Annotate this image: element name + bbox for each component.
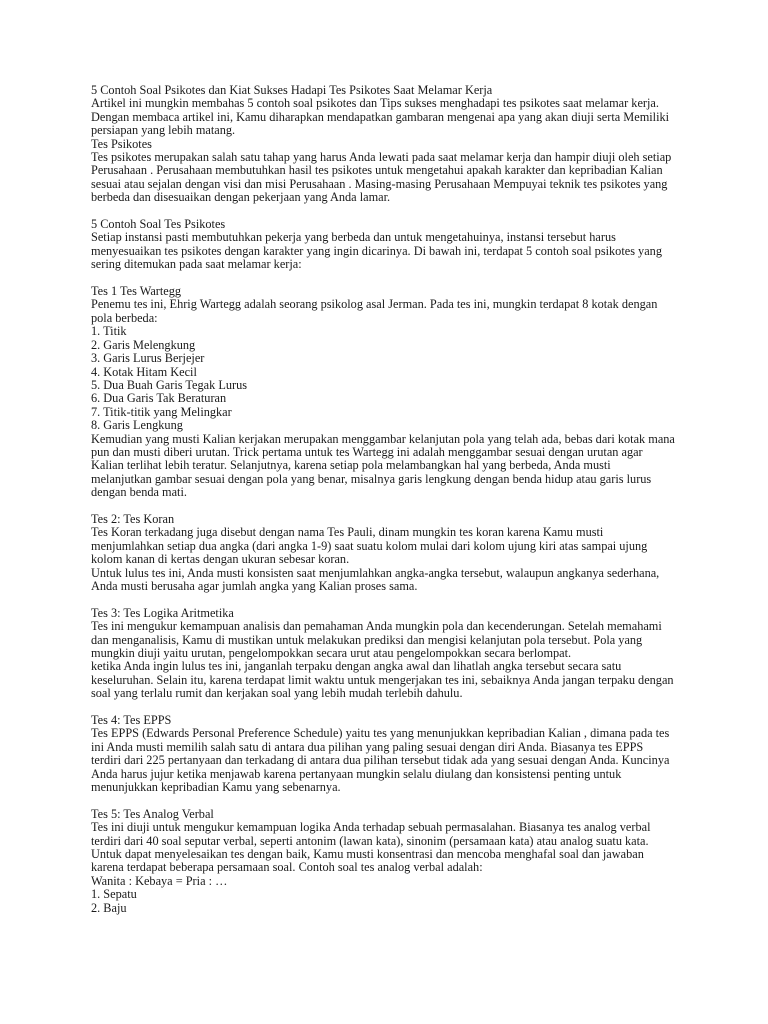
text-line: 1. Titik [91, 324, 127, 339]
text-line: Tes ini mengukur kemampuan analisis dan pemahaman Anda mungkin pola dan kecenderungan. Setelah memahami [91, 619, 662, 634]
text-line: menyesuaikan tes psikotes dengan karakter yang ingin dicarinya. Di bawah ini, terdapat 5 contoh soal psikotes yang [91, 243, 662, 258]
text-line: Tes psikotes merupakan salah satu tahap yang harus Anda lewati pada saat melamar kerja dan hampir diuji oleh setiap [91, 150, 672, 165]
text-line: pun dan musti diberi urutan. Trick pertama untuk tes Wartegg ini adalah menggambar sesuai dengan urutan agar [91, 444, 643, 459]
text-line: 3. Garis Lurus Berjejer [91, 351, 205, 366]
text-line: terdiri dari 225 pertanyaan dan terkadang di antara dua pilihan tersebut tidak ada yang sesuai dengan Anda. Kuncinya [91, 753, 670, 768]
text-line: pola berbeda: [91, 310, 158, 325]
document-section [91, 714, 691, 794]
text-line: Penemu tes ini, Ehrig Wartegg adalah seorang psikolog asal Jerman. Pada tes ini, mungkin terdapat 8 kotak dengan [91, 297, 658, 312]
text-line: keseluruhan. Selain itu, karena terdapat limit waktu untuk mengerjakan tes ini, sebaiknya Anda jangan terpaku dengan [91, 672, 674, 687]
text-line: terdiri dari 40 soal seputar verbal, seperti antonim (lawan kata), sinonim (persamaan kata) atau analog suatu kata. [91, 833, 649, 848]
paragraph-gap [91, 794, 691, 807]
text-line: 5 Contoh Soal Tes Psikotes [91, 217, 226, 232]
text-line: Perusahaan . Perusahaan membutuhkan hasil tes psikotes untuk mengetahui apakah karakter dan kepribadian Kalian [91, 163, 663, 178]
text-line: Tes Psikotes [91, 136, 152, 151]
text-line: Tes 5: Tes Analog Verbal [91, 806, 214, 821]
text-line: kolom kanan di kertas dengan ukuran sebesar koran. [91, 552, 350, 567]
text-line: 5. Dua Buah Garis Tegak Lurus [91, 377, 248, 392]
text-line: 6. Dua Garis Tak Beraturan [91, 391, 227, 406]
document-section [91, 513, 691, 593]
text-line: menjumlahkan setiap dua angka (dari angka 1-9) saat suatu kolom mulai dari kolom ujung kiri atas sampai ujung [91, 538, 648, 553]
text-line: Anda harus jujur ketika menjawab karena pertanyaan mungkin selalu diulang dan konsistensi penting untuk [91, 766, 622, 781]
text-line: dan menganalisis, Kamu di mustikan untuk melakukan prediksi dan mengisi kelanjutan pola tersebut. Pola yang [91, 632, 643, 647]
document-section [91, 808, 691, 915]
document-section [91, 285, 691, 500]
paragraph-gap [91, 593, 691, 606]
text-line: melanjutkan gambar sesuai dengan pola yang benar, misalnya garis lengkung dengan benda hidup atau garis lurus [91, 471, 652, 486]
text-line: Tes 3: Tes Logika Aritmetika [91, 605, 234, 620]
text-line: dengan benda mati. [91, 485, 187, 500]
text-line: 2. Baju [91, 900, 127, 915]
document-title: 5 Contoh Soal Psikotes dan Kiat Sukses Hadapi Tes Psikotes Saat Melamar Kerja [91, 83, 493, 97]
text-line: Kalian terlihat lebih teratur. Selanjutnya, karena setiap pola melambangkan hal yang berbeda, Anda musti [91, 458, 611, 473]
text-line: 1. Sepatu [91, 887, 137, 902]
paragraph-gap [91, 701, 691, 714]
document-section [91, 84, 691, 205]
text-line: berbeda dan disesuaikan dengan pekerjaan yang Anda lamar. [91, 190, 391, 205]
document-page [91, 84, 691, 915]
text-line: ini Anda musti memilih salah satu di antara dua pilihan yang paling sesuai dengan diri Anda. Biasanya tes EPPS [91, 739, 644, 754]
text-line: Artikel ini mungkin membahas 5 contoh soal psikotes dan Tips sukses menghadapi tes psikotes saat melamar kerja. [91, 96, 659, 111]
document-section [91, 218, 691, 272]
text-line: 8. Garis Lengkung [91, 418, 183, 433]
text-line: Anda musti berusaha agar jumlah angka yang Kalian proses sama. [91, 578, 418, 593]
text-line: Wanita : Kebaya = Pria : … [91, 873, 228, 888]
text-line: sering ditemukan pada saat melamar kerja: [91, 257, 302, 272]
paragraph-gap [91, 205, 691, 218]
text-line: 2. Garis Melengkung [91, 337, 196, 352]
document-section [91, 607, 691, 701]
text-line: Setiap instansi pasti membutuhkan pekerja yang berbeda dan untuk mengetahuinya, instansi tersebut harus [91, 230, 616, 245]
text-line: Dengan membaca artikel ini, Kamu diharapkan mendapatkan gambaran mengenai apa yang akan diuji serta Memiliki [91, 109, 670, 124]
text-line: Tes 2: Tes Koran [91, 511, 175, 526]
text-line: Tes EPPS (Edwards Personal Preference Schedule) yaitu tes yang menunjukkan kepribadian Kalian , dimana pada tes [91, 726, 670, 741]
paragraph-gap [91, 272, 691, 285]
paragraph-gap [91, 500, 691, 513]
text-line: menunjukkan kepribadian Kamu yang sebenarnya. [91, 780, 341, 795]
text-line: ketika Anda ingin lulus tes ini, janganlah terpaku dengan angka awal dan lihatlah angka tersebut secara satu [91, 659, 622, 674]
text-line: Untuk lulus tes ini, Anda musti konsisten saat menjumlahkan angka-angka tersebut, walaupun angkanya sederhana, [91, 565, 660, 580]
text-line: mungkin diuji yaitu urutan, pengelompokkan secara urut atau pengelompokkan secara berlompat. [91, 646, 572, 660]
text-line: persiapan yang lebih matang. [91, 123, 236, 138]
text-line: Tes Koran terkadang juga disebut dengan nama Tes Pauli, dinam mungkin tes koran karena Kamu musti [91, 525, 604, 540]
text-line: Tes 1 Tes Wartegg [91, 284, 182, 299]
text-line: 7. Titik-titik yang Melingkar [91, 404, 232, 419]
text-line: Kemudian yang musti Kalian kerjakan merupakan menggambar kelanjutan pola yang telah ada, bebas dari kotak mana [91, 431, 675, 446]
text-line: 4. Kotak Hitam Kecil [91, 364, 197, 379]
text-line: karena terdapat beberapa persamaan soal. Contoh soal tes analog verbal adalah: [91, 860, 483, 875]
text-line: Tes ini diuji untuk mengukur kemampuan logika Anda terhadap sebuah permasalahan. Biasanya tes analog verbal [91, 820, 651, 835]
text-line: soal yang terlalu rumit dan kerjakan soal yang lebih mudah terlebih dahulu. [91, 686, 463, 701]
text-line: Untuk dapat menyelesaikan tes dengan baik, Kamu musti konsentrasi dan mencoba menghafal soal dan jawaban [91, 847, 644, 862]
text-line: Tes 4: Tes EPPS [91, 713, 172, 728]
text-line: sesuai atau sejalan dengan visi dan misi Perusahaan . Masing-masing Perusahaan Mempuyai teknik tes psikotes yang [91, 176, 668, 191]
